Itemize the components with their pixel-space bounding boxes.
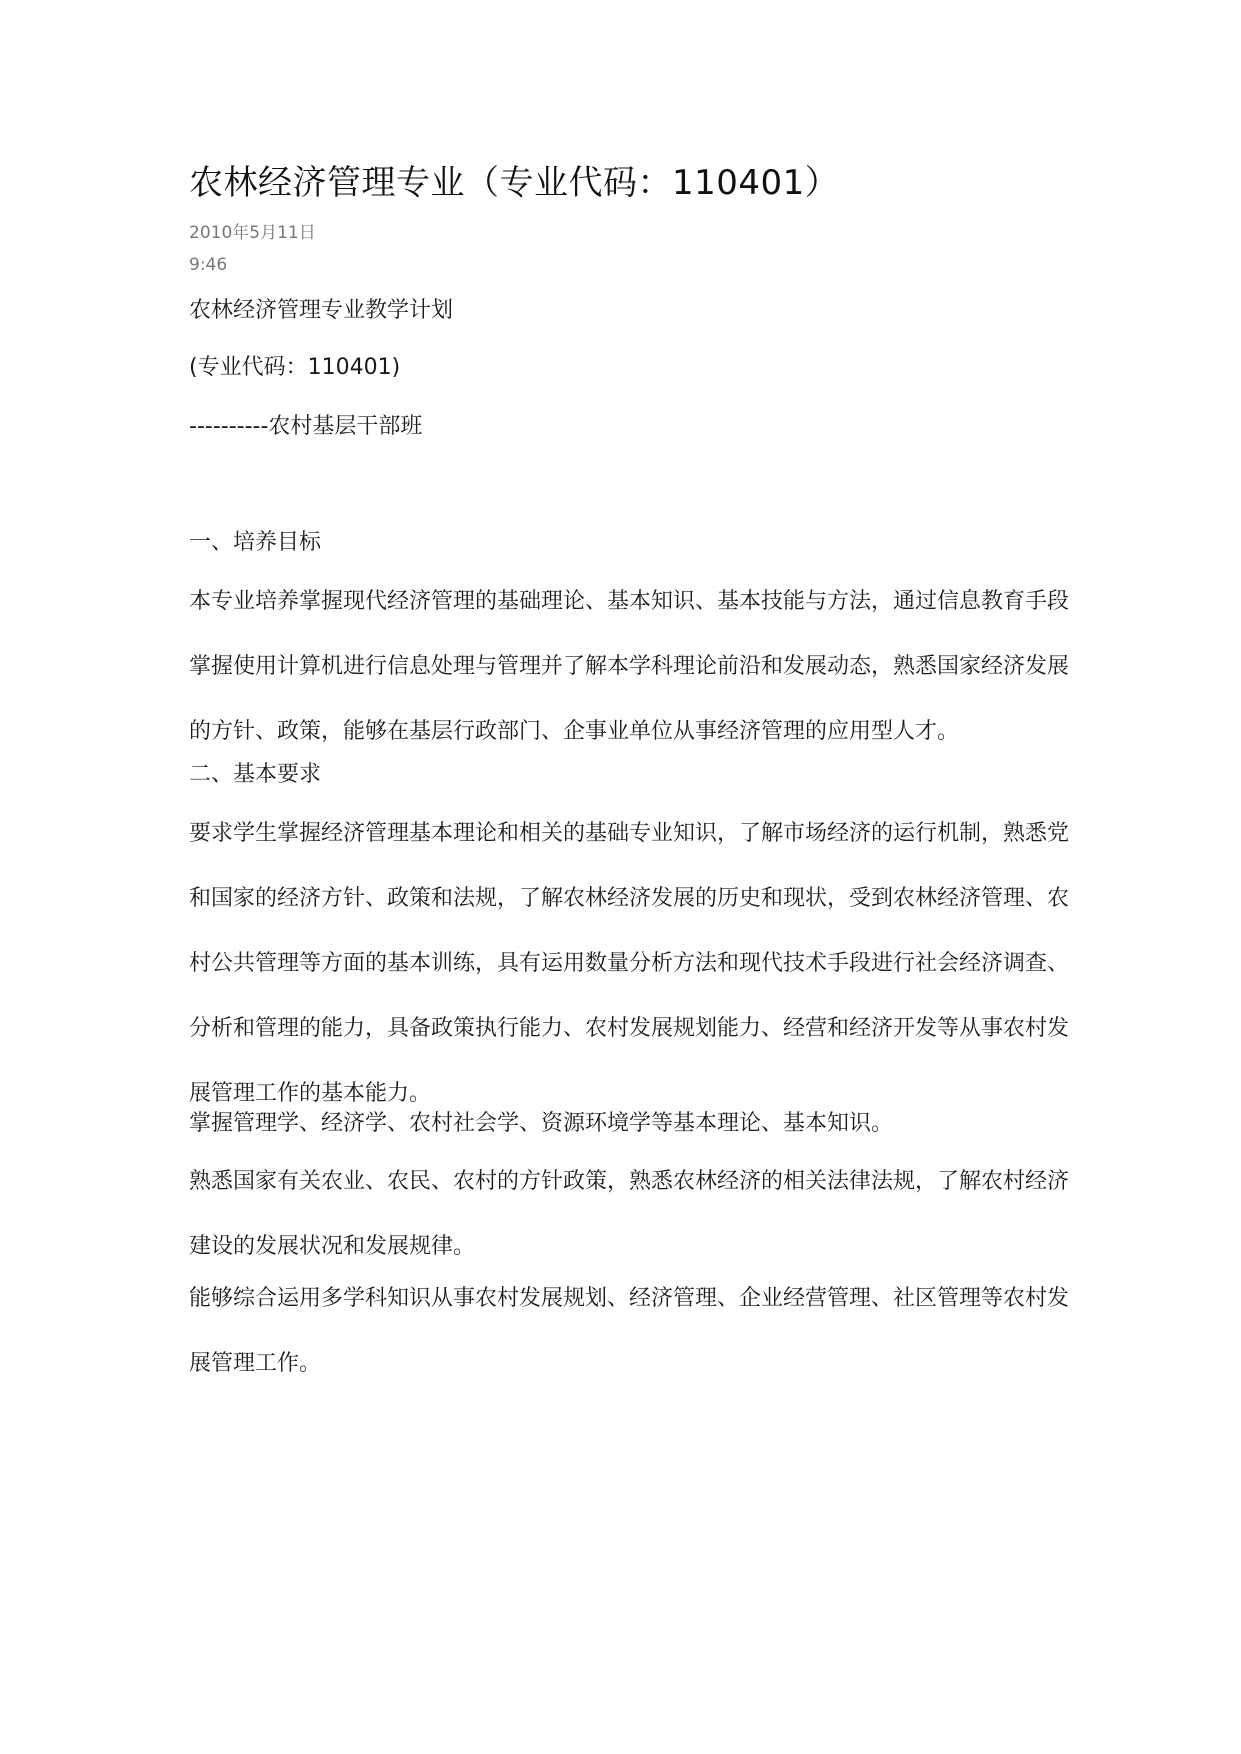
section-1-title: 一、培养目标: [189, 530, 322, 555]
class-line: ----------农村基层干部班: [189, 414, 423, 439]
requirement-2: 熟悉国家有关农业、农民、农村的方针政策，熟悉农林经济的相关法律法规，了解农村经济建设的发展状况和发展规律。: [189, 1169, 1070, 1259]
section-1-text: 本专业培养掌握现代经济管理的基础理论、基本知识、基本技能与方法，通过信息教育手段掌握使用计算机进行信息处理与管理并了解本学科理论前沿和发展动态，熟悉国家经济发展的方针、政策，能够在基层行政部门、企事业单位从事经济管理的应用型人才。: [189, 589, 1070, 744]
plan-heading: 农林经济管理专业教学计划: [189, 298, 454, 323]
page-title: 农林经济管理专业（专业代码：110401）: [189, 163, 840, 203]
requirement-1: 掌握管理学、经济学、农村社会学、资源环境学等基本理论、基本知识。: [189, 1111, 894, 1136]
section-2-title: 二、基本要求: [189, 762, 322, 787]
section-2-text: 要求学生掌握经济管理基本理论和相关的基础专业知识，了解市场经济的运行机制，熟悉党和国家的经济方针、政策和法规，了解农林经济发展的历史和现状，受到农林经济管理、农村公共管理等方面的基本训练，具有运用数量分析方法和现代技术手段进行社会经济调查、分析和管理的能力，具备政策执行能力、农村发展规划能力、经营和经济开发等从事农村发展管理工作的基本能力。: [189, 821, 1070, 1106]
document-page: [189, 0, 1069, 1754]
requirement-3: 能够综合运用多学科知识从事农村发展规划、经济管理、企业经营管理、社区管理等农村发展管理工作。: [189, 1286, 1070, 1376]
created-date: 2010年5月11日: [189, 223, 316, 243]
created-time: 9:46: [189, 255, 228, 275]
major-code-line: (专业代码：110401): [189, 355, 401, 380]
